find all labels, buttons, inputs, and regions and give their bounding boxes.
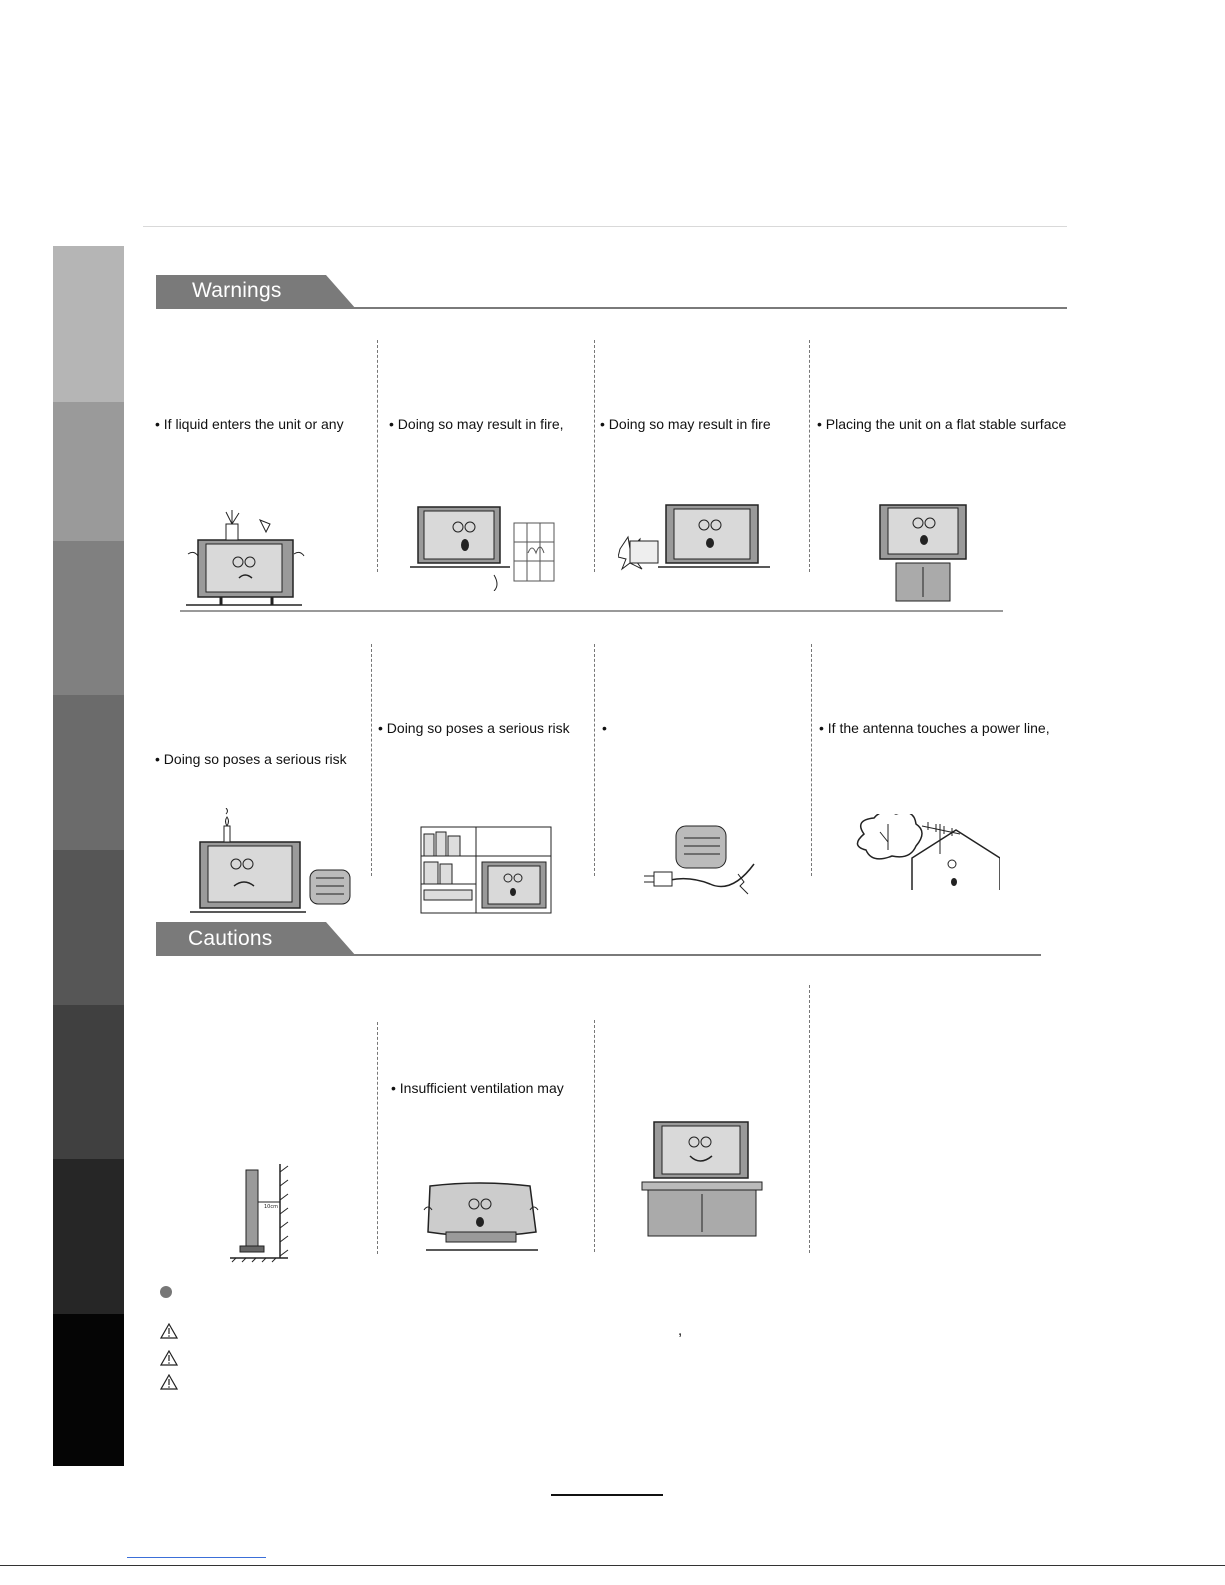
separator [811,644,812,876]
cautions-header-line [340,954,1041,956]
tv-covered-by-cloth-icon [420,1180,542,1254]
page-number-rule [551,1494,663,1496]
separator [377,1022,378,1254]
separator [594,644,595,876]
warning-triangle-icon [160,1350,178,1366]
warning-text-6: • Doing so poses a serious risk [378,720,570,736]
separator [809,340,810,572]
tv-in-bookshelf-icon [420,826,552,916]
separator [371,644,372,876]
happy-tv-on-cabinet-icon [640,1120,764,1238]
cautions-title: Cautions [188,927,273,950]
tv-with-plant-and-spray-icon [186,510,306,610]
top-rule [143,226,1067,227]
note-comma: , [678,1322,683,1339]
warning-text-3: • Doing so may result in fire [600,416,771,432]
side-tab-8[interactable] [53,1314,124,1466]
antenna-and-power-line-icon [850,814,1000,894]
tv-wall-clearance-icon [226,1162,296,1264]
side-tab-5[interactable] [53,850,124,1005]
clearance-label: 10cm [264,1204,278,1210]
bottom-border [0,1565,1225,1566]
warning-text-7: • [602,720,607,736]
warning-triangle-icon [160,1374,178,1390]
tv-with-candle-and-heater-icon [186,808,356,916]
separator [809,985,810,1253]
cautions-header [156,922,356,956]
separator [594,340,595,572]
side-tab-4[interactable] [53,695,124,850]
warning-text-5: • Doing so poses a serious risk [155,751,347,767]
tv-near-fire-icon [410,505,560,591]
side-tab-7[interactable] [53,1159,124,1314]
tv-with-shock-icon [618,503,778,573]
side-tab-1[interactable] [53,246,124,402]
caution-text-2: • Insufficient ventilation may [391,1080,564,1096]
tv-on-cabinet-icon [878,503,970,603]
footer-link-underline[interactable] [127,1557,266,1558]
side-tab-2[interactable] [53,402,124,541]
warning-triangle-icon [160,1323,178,1339]
warning-text-8: • If the antenna touches a power line, [819,720,1050,736]
warnings-header [156,275,356,309]
row-separator [180,610,1003,612]
warnings-title: Warnings [192,279,282,302]
warning-text-1: • If liquid enters the unit or any [155,416,344,432]
warning-text-2: • Doing so may result in fire, [389,416,564,432]
heater-and-plug-icon [640,822,758,898]
warning-text-4: • Placing the unit on a flat stable surface [817,416,1067,432]
side-tab-6[interactable] [53,1005,124,1159]
side-chapter-tabs [53,246,124,1466]
side-tab-3[interactable] [53,541,124,695]
separator [377,340,378,572]
separator [594,1020,595,1252]
note-bullet-dot [160,1286,172,1298]
warnings-header-line [340,307,1067,309]
